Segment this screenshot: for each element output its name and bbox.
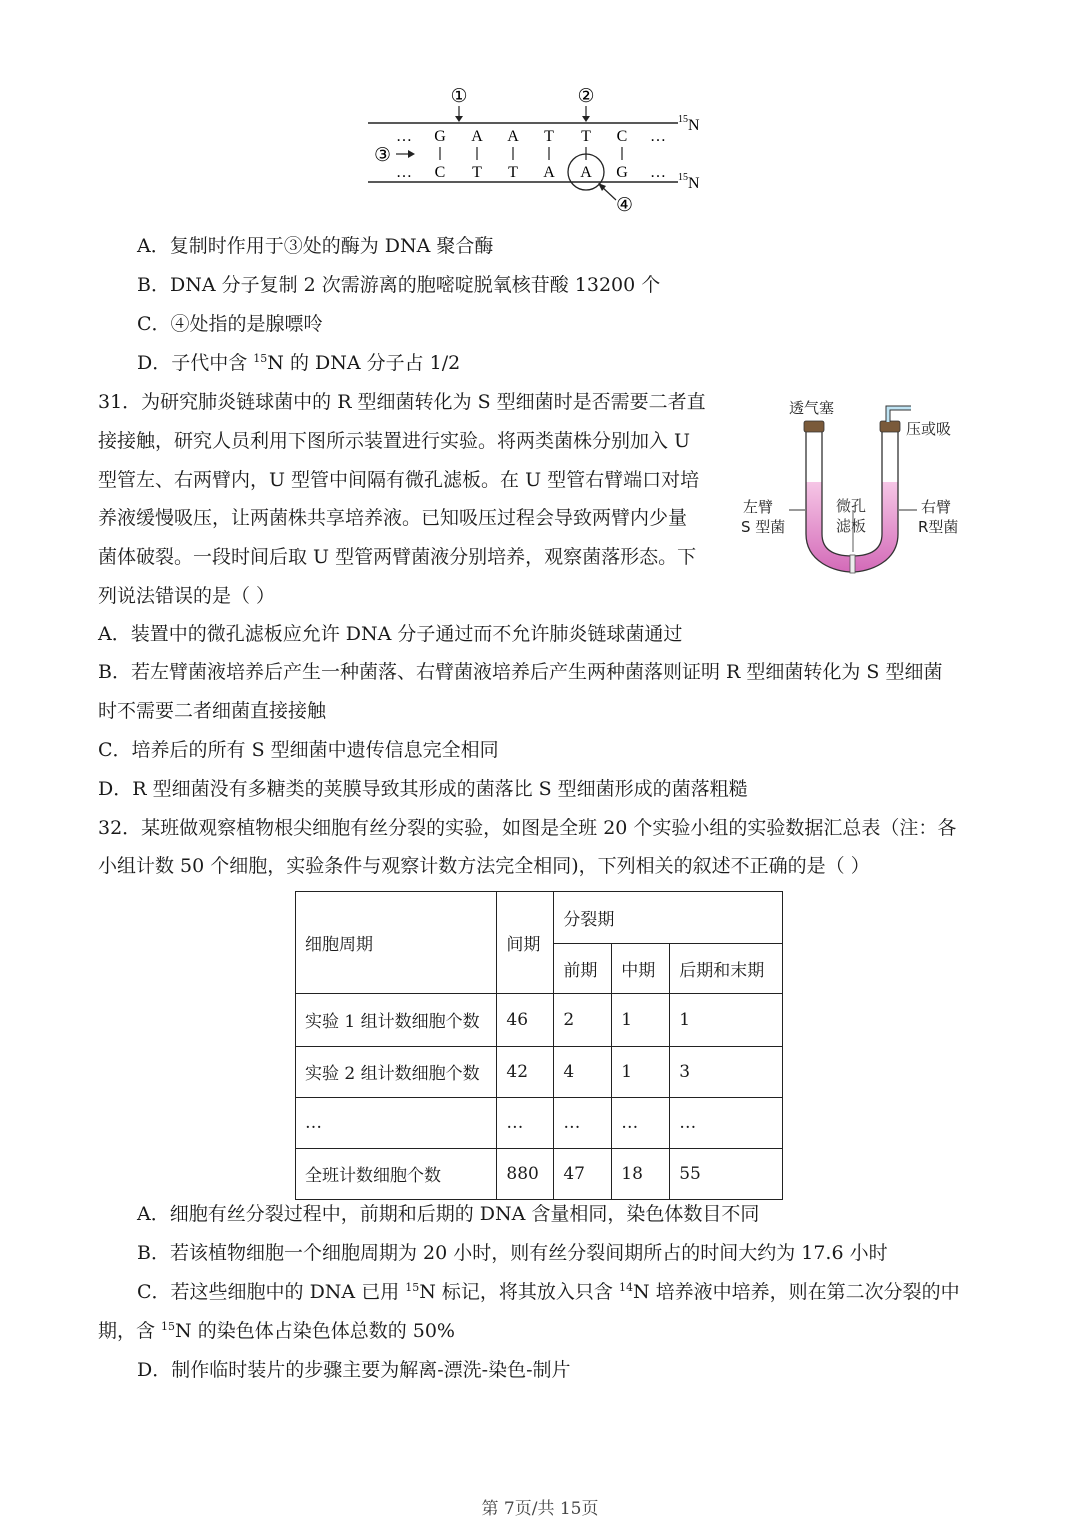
cell-value: 42 (497, 1047, 554, 1098)
top-base-1: G (434, 128, 446, 145)
bottom-base-4: A (543, 164, 555, 181)
cell-value: 2 (554, 993, 612, 1046)
top-base-2: A (471, 128, 483, 145)
q32-c-sup-1: 15 (405, 1281, 420, 1294)
q30-d-suffix: N 的 DNA 分子占 1/2 (267, 352, 461, 374)
row-label: 实验 1 组计数细胞个数 (296, 993, 497, 1046)
cell-value: 55 (670, 1148, 783, 1199)
cell-value: 1 (670, 993, 783, 1046)
table-row (296, 993, 783, 1046)
top-base-7: … (650, 128, 666, 145)
cell-value: 47 (554, 1148, 612, 1199)
q30-option-d (137, 350, 460, 376)
label-filter-1: 微孔 (836, 497, 867, 515)
cell-value: 46 (497, 993, 554, 1046)
marker-4: ④ (616, 194, 634, 216)
top-base-3: A (507, 128, 519, 145)
header-interphase: 间期 (497, 892, 554, 994)
cell-cycle-table (295, 891, 783, 1200)
q31-option-b-line-1: B．若左臂菌液培养后产生一种菌落、右臂菌液培养后产生两种菌落则证明 R 型细菌转化为 S 型细菌 (98, 661, 943, 683)
row-label: 全班计数细胞个数 (296, 1148, 497, 1199)
u-tube-figure (735, 392, 975, 582)
cell-value: 1 (612, 1047, 670, 1098)
bottom-base-5: A (580, 164, 592, 181)
q31-option-d: D．R 型细菌没有多糖类的荚膜导致其形成的菌落比 S 型细菌形成的菌落粗糙 (98, 778, 748, 800)
q32-c-part-b: N 标记，将其放入只含 (419, 1281, 619, 1303)
label-filter-2: 滤板 (836, 517, 867, 535)
row-label: 实验 2 组计数细胞个数 (296, 1047, 497, 1098)
header-ana-telo: 后期和末期 (670, 944, 783, 994)
q32-option-c-line-2 (98, 1318, 455, 1344)
q32-option-d: D．制作临时装片的步骤主要为解离-漂洗-染色-制片 (137, 1359, 571, 1381)
table-row (296, 1047, 783, 1098)
bottom-base-0: … (396, 164, 412, 181)
cell-value: … (497, 1097, 554, 1148)
right-stopper (880, 421, 900, 432)
q32-c-part-c: N 培养液中培养，则在第二次分裂的中 (632, 1281, 960, 1303)
left-stopper (804, 421, 824, 432)
q32-option-a: A．细胞有丝分裂过程中，前期和后期的 DNA 含量相同，染色体数目不同 (137, 1203, 760, 1225)
isotope-bottom-sup: 15 (678, 172, 688, 183)
cell-value: 1 (612, 993, 670, 1046)
cell-value: … (670, 1097, 783, 1148)
q31-option-b-line-2: 时不需要二者细菌直接接触 (98, 700, 327, 722)
bottom-base-2: T (472, 164, 482, 181)
q32-option-c-line-1 (137, 1279, 960, 1305)
top-base-4: T (544, 128, 554, 145)
q32-c2-part-a: 期，含 (98, 1320, 162, 1342)
q30-option-a: A．复制时作用于③处的酶为 DNA 聚合酶 (137, 235, 494, 257)
isotope-top-sup: 15 (678, 114, 688, 125)
q32-option-b: B．若该植物细胞一个细胞周期为 20 小时，则有丝分裂间期所占的时间大约为 17.6 小时 (137, 1242, 888, 1264)
header-mitosis: 分裂期 (554, 892, 783, 944)
header-cell-cycle: 细胞周期 (296, 892, 497, 994)
isotope-bottom-el: N (688, 175, 700, 192)
cell-value: … (612, 1097, 670, 1148)
cell-value: 4 (554, 1047, 612, 1098)
top-base-6: C (616, 128, 628, 145)
label-plug: 透气塞 (789, 399, 835, 417)
row-label: … (296, 1097, 497, 1148)
q32-stem-line-2: 小组计数 50 个细胞，实验条件与观察计数方法完全相同)，下列相关的叙述不正确的是（ ） (98, 855, 870, 877)
q32-c2-part-b: N 的染色体占染色体总数的 50% (175, 1320, 455, 1342)
dna-replication-figure (360, 80, 720, 220)
label-left-arm-2: S 型菌 (741, 518, 786, 536)
q32-stem-line-1: 32．某班做观察植物根尖细胞有丝分裂的实验，如图是全班 20 个实验小组的实验数据汇总表（注：各 (98, 817, 957, 839)
q31-stem-line-3: 型管左、右两臂内，U 型管中间隔有微孔滤板。在 U 型管右臂端口对培 (98, 469, 700, 491)
top-base-0: … (396, 128, 412, 145)
q32-c-sup-2: 14 (618, 1281, 633, 1294)
page-number: 第 7页/共 15页 (481, 1499, 599, 1519)
isotope-top-el: N (688, 117, 700, 134)
label-right-arm-2: R型菌 (918, 518, 959, 536)
marker-2: ② (577, 85, 595, 107)
filter-plate (850, 555, 855, 573)
label-pump: 压或吸 (906, 420, 952, 438)
bottom-base-7: … (650, 164, 666, 181)
cell-value: 3 (670, 1047, 783, 1098)
q31-stem-line-4: 养液缓慢吸压，让两菌株共享培养液。已知吸压过程会导致两臂内少量 (98, 507, 688, 529)
marker-1: ① (450, 85, 468, 107)
q31-option-a: A．装置中的微孔滤板应允许 DNA 分子通过而不允许肺炎链球菌通过 (98, 623, 683, 645)
header-metaphase: 中期 (612, 944, 670, 994)
q31-stem-line-1: 31．为研究肺炎链球菌中的 R 型细菌转化为 S 型细菌时是否需要二者直 (98, 391, 706, 413)
q32-c2-sup: 15 (161, 1320, 176, 1333)
label-right-arm-1: 右臂 (921, 498, 952, 516)
q31-stem-line-6: 列说法错误的是（ ） (98, 585, 276, 607)
q31-option-c: C．培养后的所有 S 型细菌中遗传信息完全相同 (98, 739, 499, 761)
bottom-base-6: G (616, 164, 628, 181)
top-base-5: T (581, 128, 591, 145)
cell-value: … (554, 1097, 612, 1148)
q30-option-c: C．④处指的是腺嘌呤 (137, 313, 323, 335)
label-left-arm-1: 左臂 (743, 498, 774, 516)
q30-d-prefix: D．子代中含 (137, 352, 254, 374)
table-row (296, 1148, 783, 1199)
q31-stem-line-2: 接接触，研究人员利用下图所示装置进行实验。将两类菌株分别加入 U (98, 430, 691, 452)
table-row (296, 1097, 783, 1148)
q30-d-sup: 15 (253, 352, 268, 365)
bottom-base-3: T (508, 164, 518, 181)
marker-3: ③ (374, 144, 392, 166)
header-prophase: 前期 (554, 944, 612, 994)
q31-stem-line-5: 菌体破裂。一段时间后取 U 型管两臂菌液分别培养，观察菌落形态。下 (98, 546, 697, 568)
cell-value: 18 (612, 1148, 670, 1199)
q30-option-b: B．DNA 分子复制 2 次需游离的胞嘧啶脱氧核苷酸 13200 个 (137, 274, 661, 296)
bottom-base-1: C (434, 164, 446, 181)
cell-value: 880 (497, 1148, 554, 1199)
q32-c-part-a: C．若这些细胞中的 DNA 已用 (137, 1281, 406, 1303)
